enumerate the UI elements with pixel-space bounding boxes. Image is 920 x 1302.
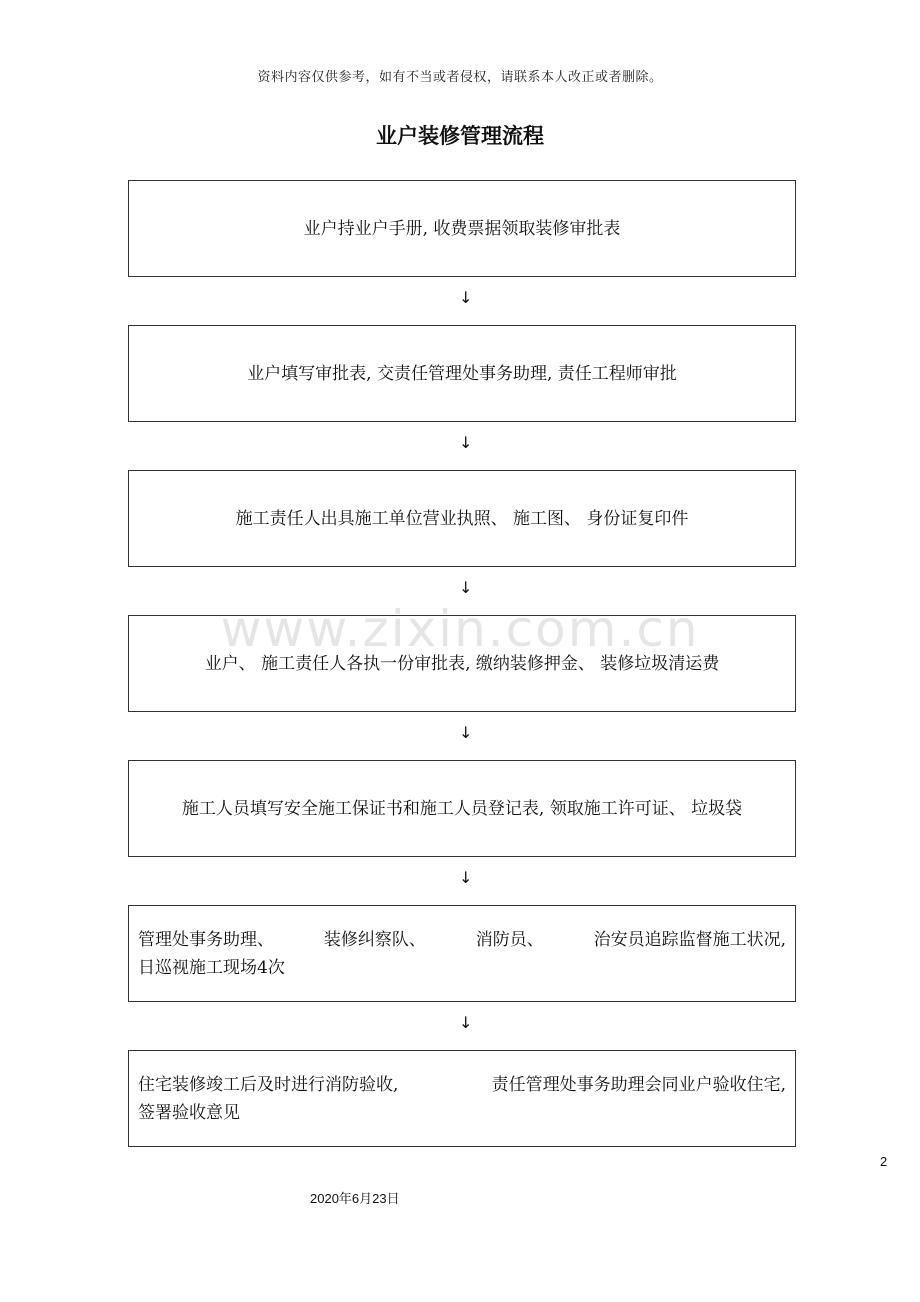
flow-step-part: 消防员、 bbox=[475, 929, 544, 950]
flow-step-2 bbox=[128, 325, 796, 422]
flowchart bbox=[128, 180, 796, 1147]
down-arrow-icon: ↓ bbox=[459, 868, 473, 887]
flow-step-3 bbox=[128, 470, 796, 567]
flow-step-5 bbox=[128, 760, 796, 857]
flow-step-7 bbox=[128, 1050, 796, 1147]
flow-step-line: 日巡视施工现场4次 bbox=[138, 957, 285, 978]
flow-step-4 bbox=[128, 615, 796, 712]
flow-step-6 bbox=[128, 905, 796, 1002]
page-title: 业户装修管理流程 bbox=[376, 124, 544, 148]
flow-step-part: 装修纠察队、 bbox=[323, 929, 426, 950]
flow-step-part: 治安员追踪监督施工状况, bbox=[593, 929, 786, 950]
flow-step-line bbox=[138, 926, 786, 954]
down-arrow-icon: ↓ bbox=[459, 1013, 473, 1032]
flow-step-line: 签署验收意见 bbox=[138, 1102, 240, 1123]
flow-step-text: 业户填写审批表, 交责任管理处事务助理, 责任工程师审批 bbox=[247, 363, 677, 384]
disclaimer-text: 资料内容仅供参考，如有不当或者侵权，请联系本人改正或者删除。 bbox=[257, 70, 663, 85]
flow-step-text: 施工人员填写安全施工保证书和施工人员登记表, 领取施工许可证、 垃圾袋 bbox=[181, 798, 743, 819]
down-arrow-icon: ↓ bbox=[459, 578, 473, 597]
flow-step-part: 管理处事务助理、 bbox=[138, 929, 274, 950]
flow-step-part: 住宅装修竣工后及时进行消防验收, bbox=[138, 1074, 399, 1095]
flow-step-1 bbox=[128, 180, 796, 277]
page-number: 2 bbox=[880, 1154, 888, 1169]
flow-step-part: 责任管理处事务助理会同业户验收住宅, bbox=[491, 1074, 786, 1095]
flow-step-text: 业户、 施工责任人各执一份审批表, 缴纳装修押金、 装修垃圾清运费 bbox=[204, 653, 720, 674]
down-arrow-icon: ↓ bbox=[459, 723, 473, 742]
footer-date: 2020年6月23日 bbox=[310, 1191, 400, 1206]
flow-step-text: 业户持业户手册, 收费票据领取装修审批表 bbox=[303, 218, 621, 239]
flow-step-text: 施工责任人出具施工单位营业执照、 施工图、 身份证复印件 bbox=[235, 508, 689, 529]
flow-step-line bbox=[138, 1071, 786, 1099]
down-arrow-icon: ↓ bbox=[459, 288, 473, 307]
down-arrow-icon: ↓ bbox=[459, 433, 473, 452]
watermark: www.zixin.com.cn bbox=[220, 600, 700, 658]
